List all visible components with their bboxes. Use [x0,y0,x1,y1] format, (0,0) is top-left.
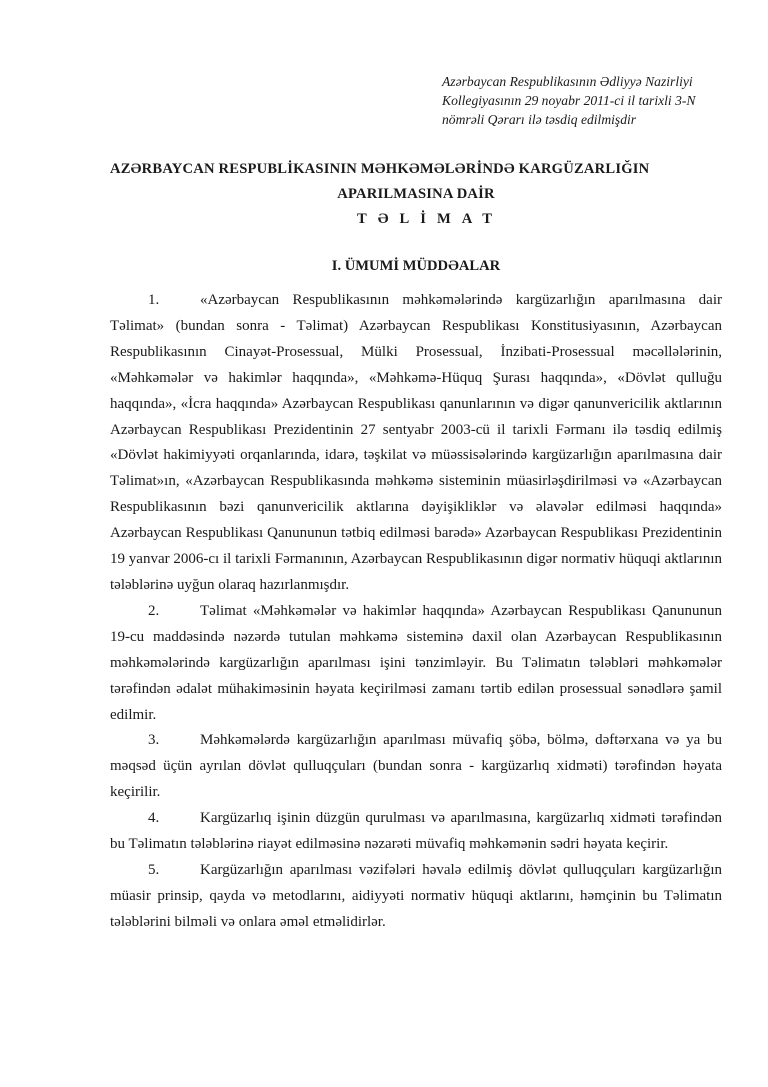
approval-line-2: Kollegiyasının 29 noyabr 2011-ci il tarixli 3-N [442,93,696,108]
paragraph-text: Təlimat «Məhkəmələr və hakimlər haqqında» Azərbaycan Respublikası Qanununun 19-cu maddəsində nəzərdə tutulan məhkəmə sisteminə daxil olan Azərbaycan Respublikasının məhkəmələrində kargüzarlığın aparılması işini tənzimləyir. Bu Təlimatın tələbləri məhkəmələr tərəfindən ədalət mühakiməsinin həyata keçirilməsi zamanı tərtib edilən prosessual sənədlərə şamil edilmir. [110,602,722,723]
paragraph-number: 4. [148,810,160,827]
paragraph-number: 5. [148,861,160,878]
paragraph-text: Kargüzarlıq işinin düzgün qurulması və aparılmasına, kargüzarlıq xidməti tərəfindən bu Təlimatın tələblərinə riayət edilməsinə nəzarəti müvafiq məhkəmənin sədri həyata keçirir. [110,810,722,853]
paragraph-4 [110,806,722,858]
paragraph-number: 3. [148,732,160,749]
document-title-line-2: APARILMASINA DAİR [337,186,495,202]
paragraph-5 [110,858,722,936]
approval-line-3: nömrəli Qərarı ilə təsdiq edilmişdir [442,112,637,127]
paragraph-2 [110,599,722,729]
paragraph-text: «Azərbaycan Respublikasının məhkəmələrində kargüzarlığın aparılmasına dair Təlimat» (bundan sonra - Təlimat) Azərbaycan Respublikası Konstitusiyasının, Azərbaycan Respublikasının Cinayət-Prosessual, Mülki Prosessual, İnzibati-Prosessual məcəllələrinin, «Məhkəmələr və hakimlər haqqında», «Məhkəmə-Hüquq Şurası haqqında», «Dövlət qulluğu haqqında», «İcra haqqında» Azərbaycan Respublikası qanunlarının və digər qanunvericilik aktlarının Azərbaycan Respublikası Prezidentinin 27 sentyabr 2003-cü il tarixli Fərmanı ilə təsdiq edilmiş «Dövlət hakimiyyəti orqanlarında, idarə, təşkilat və müəssisələrində kargüzarlığın aparılmasına dair Təlimat»ın, «Azərbaycan Respublikasında məhkəmə sisteminin müasirləşdirilməsi və «Azərbaycan Respublikasının bəzi qanunvericilik aktlarına dəyişikliklər və əlavələr edilməsi haqqında» Azərbaycan Respublikası Qanununun tətbiq edilməsi barədə» Azərbaycan Respublikası Prezidentinin 19 yanvar 2006-cı il tarixli Fərmanının, Azərbaycan Respublikasının digər normativ hüquqi aktlarının tələblərinə uyğun olaraq hazırlanmışdır. [110,292,722,593]
approval-note [442,72,732,129]
document-body [110,288,722,936]
paragraph-text: Kargüzarlığın aparılması vəzifələri həvalə edilmiş dövlət qulluqçuları kargüzarlığın müasir prinsip, qayda və metodlarını, aidiyyəti normativ hüquqi aktlarını, həmçinin bu Təlimatın tələblərini bilməli və onlara əməl etməlidirlər. [110,861,722,930]
paragraph-number: 2. [148,602,160,619]
paragraph-number: 1. [148,292,160,308]
paragraph-text: Məhkəmələrdə kargüzarlığın aparılması müvafiq şöbə, bölmə, dəftərxana və ya bu məqsəd üçün ayrılan dövlət qulluqçuları (bundan sonra - kargüzarlıq xidməti) tərəfindən həyata keçirilir. [110,732,722,801]
paragraph-1 [110,288,722,599]
approval-line-1: Azərbaycan Respublikasının Ədliyyə Nazirliyi [442,74,693,89]
document-title-line-1: AZƏRBAYCAN RESPUBLİKASININ MƏHKƏMƏLƏRİNDƏ KARGÜZARLIĞIN [110,161,650,177]
section-heading: I. ÜMUMİ MÜDDƏALAR [331,258,501,274]
document-title-line-3: TƏLİMAT [357,211,503,227]
paragraph-3 [110,728,722,806]
